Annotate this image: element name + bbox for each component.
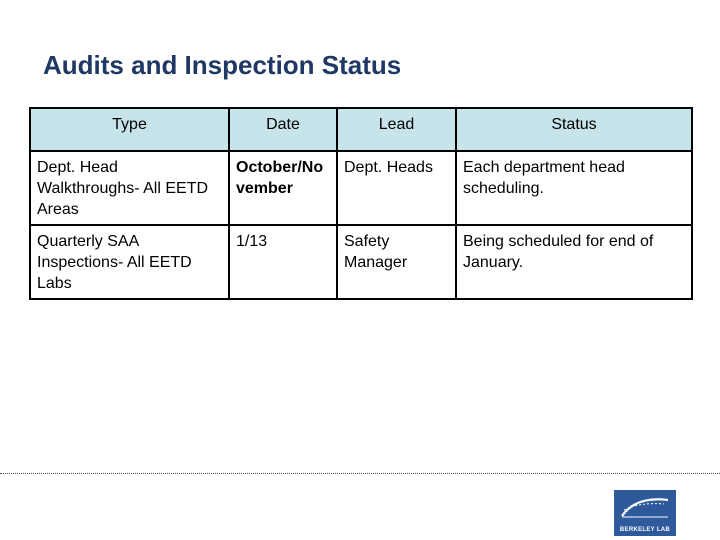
cell-type: Dept. Head Walkthroughs- All EETD Areas <box>30 151 229 225</box>
table-header-row <box>30 108 692 151</box>
cell-date: 1/13 <box>229 225 337 299</box>
lab-building-icon <box>614 490 676 526</box>
table-row <box>30 151 692 225</box>
cell-status: Each department head scheduling. <box>456 151 692 225</box>
cell-type: Quarterly SAA Inspections- All EETD Labs <box>30 225 229 299</box>
cell-status: Being scheduled for end of January. <box>456 225 692 299</box>
slide-title: Audits and Inspection Status <box>43 50 402 80</box>
cell-lead: Dept. Heads <box>337 151 456 225</box>
column-header-lead: Lead <box>337 108 456 151</box>
column-header-type: Type <box>30 108 229 151</box>
cell-date: October/November <box>229 151 337 225</box>
column-header-status: Status <box>456 108 692 151</box>
footer-divider <box>0 473 720 474</box>
berkeley-lab-logo <box>614 490 676 536</box>
column-header-date: Date <box>229 108 337 151</box>
cell-lead: Safety Manager <box>337 225 456 299</box>
status-table <box>29 107 693 300</box>
table-row <box>30 225 692 299</box>
logo-label: BERKELEY LAB <box>619 527 671 533</box>
